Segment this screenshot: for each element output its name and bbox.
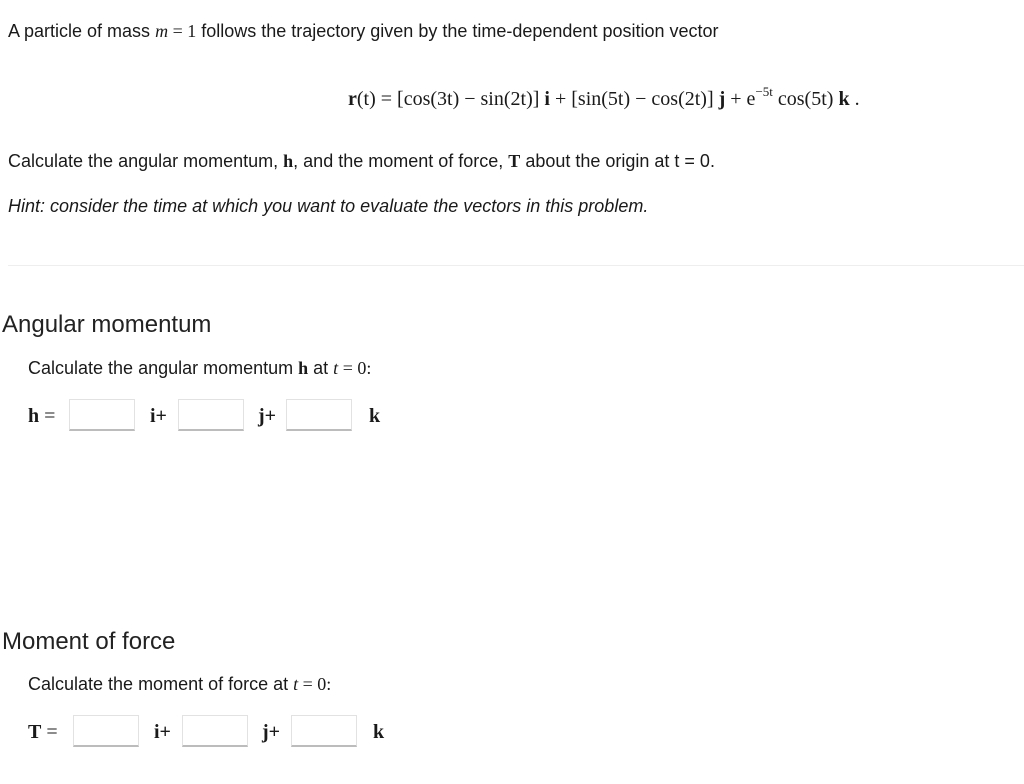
T-j-input[interactable] — [182, 715, 248, 747]
am-prompt-text-2: at — [308, 358, 334, 378]
eq-body: (t) = [cos(3t) − sin(2t)] — [356, 88, 545, 110]
moment-of-force-answer-row — [28, 715, 428, 751]
T-k-input[interactable] — [291, 715, 357, 747]
question-intro — [8, 21, 719, 42]
h-symbol: h — [28, 405, 40, 427]
T-symbol: T — [28, 721, 42, 743]
section-divider — [8, 265, 1024, 266]
T-equals-sign: = — [41, 721, 58, 743]
angular-momentum-title: Angular momentum — [2, 311, 212, 338]
T-k-unit: k — [373, 721, 385, 743]
ask-text-1: Calculate the angular momentum, — [8, 151, 284, 171]
T-i-input[interactable] — [73, 715, 139, 747]
am-prompt-h: h — [298, 358, 309, 378]
T-equals-label — [28, 721, 58, 744]
h-k-unit: k — [369, 405, 381, 427]
ask-text-2: , and the moment of force, — [293, 151, 509, 171]
eq-k: k — [838, 88, 850, 110]
mf-prompt-t: t — [293, 674, 299, 694]
angular-momentum-answer-row — [28, 399, 428, 435]
h-j-input[interactable] — [178, 399, 244, 431]
h-equals-sign: = — [39, 405, 56, 427]
h-i-input[interactable] — [69, 399, 135, 431]
eq-j: j — [718, 88, 726, 110]
eq-tail: cos(5t) — [772, 88, 839, 110]
am-prompt-t: t — [333, 358, 339, 378]
mass-value: = 1 — [168, 21, 197, 41]
ask-h: h — [283, 151, 294, 171]
moment-of-force-prompt — [28, 674, 331, 695]
mf-prompt-text-2: = 0: — [298, 674, 332, 694]
eq-plus1: + [sin(5t) − cos(2t)] — [549, 88, 719, 110]
h-j-unit: j+ — [258, 405, 277, 427]
mf-prompt-text-1: Calculate the moment of force at — [28, 674, 294, 694]
am-prompt-text-1: Calculate the angular momentum — [28, 358, 299, 378]
hint-text: Hint: consider the time at which you want to evaluate the vectors in this problem. — [8, 196, 649, 216]
intro-text-1: A particle of mass — [8, 21, 156, 41]
T-j-unit: j+ — [262, 721, 281, 743]
eq-r: r — [348, 88, 357, 110]
T-i-unit: i+ — [154, 721, 171, 743]
ask-T: T — [508, 151, 521, 171]
am-prompt-text-3: = 0: — [338, 358, 372, 378]
eq-period: . — [849, 88, 860, 110]
ask-text-3: about the origin at t = 0. — [520, 151, 715, 171]
intro-text-2: follows the trajectory given by the time-dependent position vector — [196, 21, 719, 41]
eq-exponent: −5t — [755, 84, 773, 99]
question-ask — [8, 151, 715, 172]
moment-of-force-title: Moment of force — [2, 628, 176, 655]
mass-symbol: m — [155, 21, 169, 41]
position-equation — [348, 84, 860, 111]
h-i-unit: i+ — [150, 405, 167, 427]
eq-i: i — [544, 88, 550, 110]
h-k-input[interactable] — [286, 399, 352, 431]
angular-momentum-prompt — [28, 358, 371, 379]
h-equals-label — [28, 405, 55, 428]
eq-plus2: + e — [725, 88, 756, 110]
